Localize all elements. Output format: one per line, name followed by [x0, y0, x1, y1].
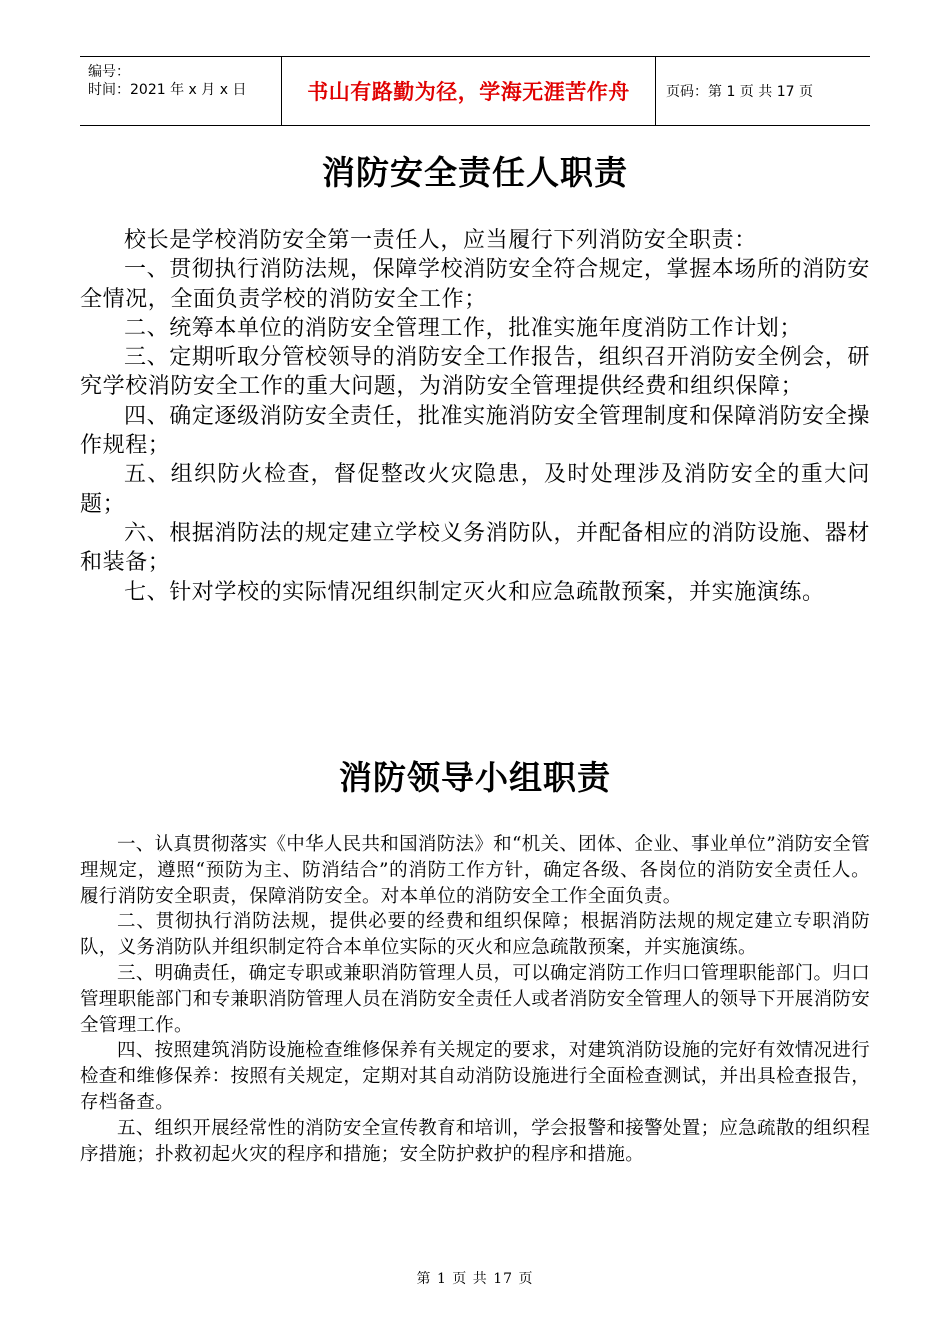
- document-header: [80, 56, 870, 126]
- section1-paragraph: 三、定期听取分管校领导的消防安全工作报告，组织召开消防安全例会，研究学校消防安全工作的重大问题，为消防安全管理提供经费和组织保障；: [80, 345, 870, 400]
- section1-paragraph: 六、根据消防法的规定建立学校义务消防队，并配备相应的消防设施、器材和装备；: [80, 520, 870, 576]
- section2-paragraph: 四、按照建筑消防设施检查维修保养有关规定的要求，对建筑消防设施的完好有效情况进行检查和维修保养：按照有关规定，定期对其自动消防设施进行全面检查测试，并出具检查报告，存档备查。: [80, 1040, 870, 1113]
- section1-body: [80, 226, 870, 607]
- document-number-label: 编号：: [88, 64, 130, 80]
- section2-title: 消防领导小组职责: [339, 758, 611, 797]
- header-motto: 书山有路勤为径，学海无涯苦作舟: [282, 57, 656, 125]
- section1-paragraph: 一、贯彻执行消防法规，保障学校消防安全符合规定，掌握本场所的消防安全情况，全面负责学校的消防安全工作；: [80, 257, 870, 312]
- header-left-cell: [80, 57, 282, 125]
- page-footer: 第 1 页 共 17 页: [416, 1271, 534, 1287]
- section1-paragraph: 二、统筹本单位的消防安全管理工作，批准实施年度消防工作计划；: [124, 315, 803, 341]
- section1-paragraph: 七、针对学校的实际情况组织制定灭火和应急疏散预案，并实施演练。: [124, 579, 825, 605]
- section2-paragraph: 二、贯彻执行消防法规，提供必要的经费和组织保障；根据消防法规的规定建立专职消防队，义务消防队并组织制定符合本单位实际的灭火和应急疏散预案，并实施演练。: [80, 911, 870, 959]
- section2-paragraph: 五、组织开展经常性的消防安全宣传教育和培训，学会报警和接警处置；应急疏散的组织程序措施；扑救初起火灾的程序和措施；安全防护救护的程序和措施。: [80, 1117, 870, 1165]
- header-page-info: 页码：第 1 页 共 17 页: [666, 84, 813, 100]
- section1-title: 消防安全责任人职责: [322, 153, 628, 192]
- document-time-label: 时间：2021 年 x 月 x 日: [88, 82, 247, 98]
- section1-paragraph: 四、确定逐级消防安全责任，批准实施消防安全管理制度和保障消防安全操作规程；: [80, 403, 870, 459]
- section1-paragraph: 校长是学校消防安全第一责任人，应当履行下列消防安全职责：: [124, 228, 757, 253]
- section1-paragraph: 五、组织防火检查，督促整改火灾隐患，及时处理涉及消防安全的重大问题；: [80, 462, 870, 517]
- section2-paragraph: 一、认真贯彻落实《中华人民共和国消防法》和“机关、团体、企业、事业单位”消防安全管理规定，遵照“预防为主、防消结合”的消防工作方针，确定各级、各岗位的消防安全责任人。履行消防安全职责，保障消防安全。对本单位的消防安全工作全面负责。: [80, 834, 870, 907]
- section2-paragraph: 三、明确责任，确定专职或兼职消防管理人员，可以确定消防工作归口管理职能部门。归口管理职能部门和专兼职消防管理人员在消防安全责任人或者消防安全管理人的领导下开展消防安全管理工作。: [80, 962, 870, 1036]
- section2-body: [80, 832, 870, 1167]
